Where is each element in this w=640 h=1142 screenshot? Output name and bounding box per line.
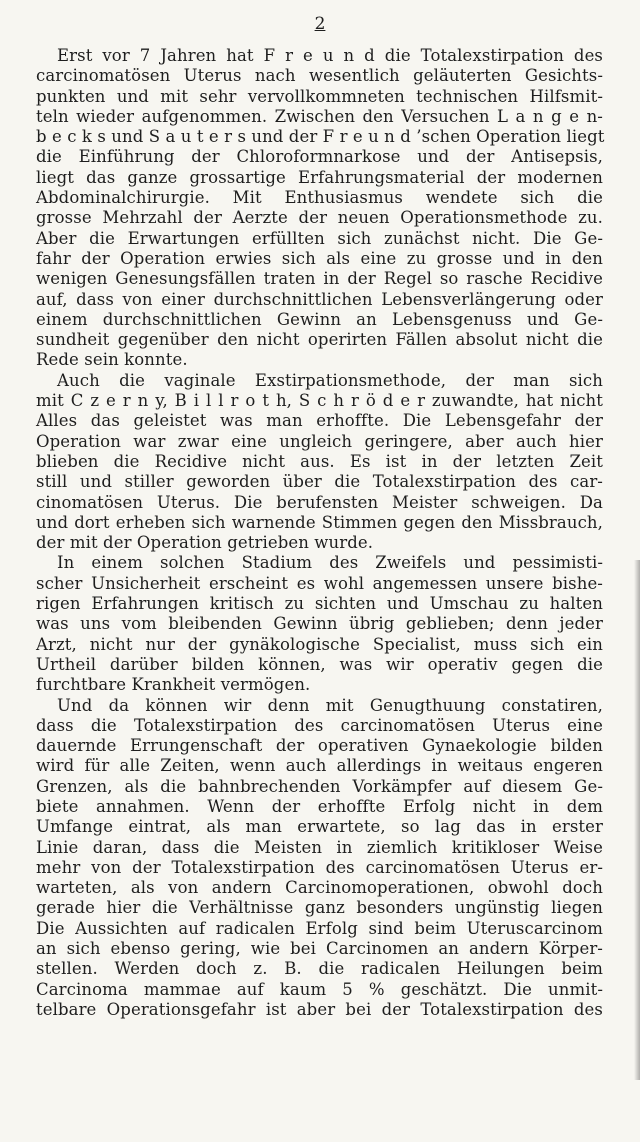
text-line: an sich ebenso gering, wie bei Carcinomen an andern Körper- xyxy=(36,939,603,959)
text-line: Auch die vaginale Exstirpationsmethode, der man sich xyxy=(57,370,603,390)
text-line: wird für alle Zeiten, wenn auch allerdings in weitaus engeren xyxy=(36,756,603,776)
text-line: Aber die Erwartungen erfüllten sich zunächst nicht. Die Ge- xyxy=(36,228,603,248)
text-line: In einem solchen Stadium des Zweifels und pessimisti- xyxy=(57,553,603,573)
text-line: grosse Mehrzahl der Aerzte der neuen Operationsmethode zu. xyxy=(36,208,603,228)
text-line: Alles das geleistet was man erhoffte. Die Lebensgefahr der xyxy=(36,411,603,431)
text-line: blieben die Recidive nicht aus. Es ist in der letzten Zeit xyxy=(36,451,603,471)
text-line: Erst vor 7 Jahren hat F r e u n d die Totalexstirpation des xyxy=(57,46,603,65)
text-line: auf, dass von einer durchschnittlichen Lebensverlängerung oder xyxy=(36,289,603,309)
text-line: der mit der Operation getrieben wurde. xyxy=(36,533,374,553)
text-line: scher Unsicherheit erscheint es wohl angemessen unsere bishe- xyxy=(36,573,603,593)
text-line: warteten, als von andern Carcinomoperationen, obwohl doch xyxy=(36,878,603,898)
body-text xyxy=(36,46,603,1020)
text-line: Abdominalchirurgie. Mit Enthusiasmus wendete sich die xyxy=(36,188,603,208)
text-line: Linie daran, dass die Meisten in ziemlich kritikloser Weise xyxy=(36,837,603,857)
text-line: dass die Totalexstirpation des carcinomatösen Uterus eine xyxy=(36,715,603,735)
text-line: sundheit gegenüber den nicht operirten Fällen absolut nicht die xyxy=(36,330,603,350)
text-line: Die Aussichten auf radicalen Erfolg sind beim Uteruscarcinom xyxy=(36,918,603,938)
text-line: was uns vom bleibenden Gewinn übrig geblieben; denn jeder xyxy=(36,614,603,634)
text-line: liegt das ganze grossartige Erfahrungsmaterial der modernen xyxy=(36,167,603,187)
text-line: mehr von der Totalexstirpation des carcinomatösen Uterus er- xyxy=(36,857,603,877)
text-line: Umfange eintrat, als man erwartete, so lag das in erster xyxy=(36,817,603,837)
text-line: Rede sein konnte. xyxy=(36,350,188,370)
page-edge-shadow xyxy=(634,560,640,1080)
text-line: Operation war zwar eine ungleich geringere, aber auch hier xyxy=(36,431,603,451)
text-line: Arzt, nicht nur der gynäkologische Specialist, muss sich ein xyxy=(36,634,603,654)
text-line: rigen Erfahrungen kritisch zu sichten und Umschau zu halten xyxy=(36,594,603,614)
text-line: und dort erheben sich warnende Stimmen gegen den Missbrauch, xyxy=(36,512,603,532)
text-line: Carcinoma mammae auf kaum 5 % geschätzt. Die unmit- xyxy=(36,979,603,999)
text-line: punkten und mit sehr vervollkommneten technischen Hilfsmit- xyxy=(36,86,603,106)
text-line: stellen. Werden doch z. B. die radicalen Heilungen beim xyxy=(36,959,603,979)
text-line: mit C z e r n y, B i l l r o t h, S c h r ö d e r zuwandte, hat nicht xyxy=(36,391,603,411)
text-line: telbare Operationsgefahr ist aber bei der Totalexstirpation des xyxy=(36,999,603,1019)
text-line: Urtheil darüber bilden können, was wir operativ gegen die xyxy=(36,654,603,674)
text-line: einem durchschnittlichen Gewinn an Lebensgenuss und Ge- xyxy=(36,309,603,329)
text-line: die Einführung der Chloroformnarkose und der Antisepsis, xyxy=(36,147,603,167)
text-line: dauernde Errungenschaft der operativen Gynaekologie bilden xyxy=(36,736,603,756)
text-line: wenigen Genesungsfällen traten in der Regel so rasche Recidive xyxy=(36,269,603,289)
text-line: still und stiller geworden über die Totalexstirpation des car- xyxy=(36,472,603,492)
text-line: teln wieder aufgenommen. Zwischen den Versuchen L a n g e n- xyxy=(36,106,603,126)
text-line: fahr der Operation erwies sich als eine zu grosse und in den xyxy=(36,248,603,268)
text-line: furchtbare Krankheit vermögen. xyxy=(36,675,311,695)
text-line: Und da können wir denn mit Genugthuung constatiren, xyxy=(57,695,603,715)
text-line: Grenzen, als die bahnbrechenden Vorkämpfer auf diesem Ge- xyxy=(36,776,603,796)
text-line: biete annahmen. Wenn der erhoffte Erfolg nicht in dem xyxy=(36,796,603,816)
text-line: cinomatösen Uterus. Die berufensten Meister schweigen. Da xyxy=(36,492,603,512)
text-line: b e c k s und S a u t e r s und der F r e u n d ’schen Operation liegt xyxy=(36,127,605,147)
text-line: carcinomatösen Uterus nach wesentlich geläuterten Gesichts- xyxy=(36,66,603,86)
page-number: 2 xyxy=(314,14,326,34)
text-line: gerade hier die Verhältnisse ganz besonders ungünstig liegen xyxy=(36,898,603,918)
